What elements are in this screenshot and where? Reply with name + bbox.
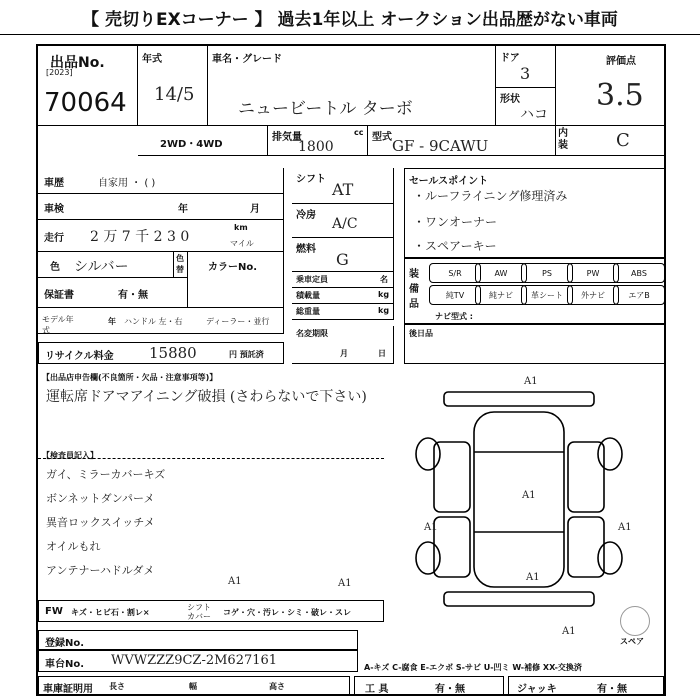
tools-box xyxy=(354,676,504,696)
drive-cell xyxy=(138,126,268,156)
fuel-label: 燃料 xyxy=(296,244,316,255)
ac-value: A/C xyxy=(332,216,358,232)
fw-label: FW xyxy=(45,606,63,617)
jack-value: 有・無 xyxy=(597,684,627,695)
chassis-row xyxy=(38,650,358,672)
damage-mark-3: A1 xyxy=(424,522,438,533)
warranty-cell xyxy=(38,278,188,308)
notes-text: 運転席ドアマアイニング破損 (さわらないで下さい) xyxy=(46,389,367,405)
registration-label: 登録No. xyxy=(45,638,85,649)
cert-row xyxy=(38,676,350,696)
history-value: 自家用 ・ ( ) xyxy=(98,178,156,189)
ac-cell xyxy=(292,204,394,238)
mileage-label: 走行 xyxy=(44,233,64,244)
color-label: 色 xyxy=(50,262,60,273)
deadline-day: 日 xyxy=(378,349,386,358)
car-name-label: 車名・グレード xyxy=(212,54,282,65)
displacement-cell xyxy=(268,126,368,156)
year-label: 年式 xyxy=(142,54,162,65)
shift-note: シフトカバー xyxy=(187,603,211,621)
equip-ps: PS xyxy=(521,263,573,283)
equip-sr: S/R xyxy=(429,263,481,283)
shape-label: 形状 xyxy=(500,94,520,105)
inspector-note-1: ガイ、ミラーカバーキズ xyxy=(46,468,166,481)
damage-mark-7: A1 xyxy=(228,576,242,587)
lot-year: [2023] xyxy=(46,68,73,77)
equipment-box xyxy=(404,258,664,324)
lot-label: 出品No. xyxy=(50,55,105,71)
equip-airbag: エアB xyxy=(613,285,665,305)
mileage-unit: km xyxy=(234,223,248,232)
sales-point-3: ・スペアーキー xyxy=(413,239,497,253)
equip-tv: 純TV xyxy=(429,285,481,305)
damage-mark-8: A1 xyxy=(562,626,576,637)
notes-header: 【出品店申告欄(不良箇所・欠品・注意事項等)】 xyxy=(42,373,218,382)
mileage-cell xyxy=(38,220,284,252)
lot-number: 70064 xyxy=(44,88,127,118)
equip-nav: 純ナビ xyxy=(475,285,527,305)
equip-aw: AW xyxy=(475,263,527,283)
doors-label: ドア xyxy=(500,53,520,64)
deadline-label: 名変期限 xyxy=(296,329,328,338)
sales-point-2: ・ワンオーナー xyxy=(413,215,498,229)
equip-leather: 革シート xyxy=(521,285,573,305)
color-cell xyxy=(38,252,174,278)
color-value: シルバー xyxy=(74,259,129,275)
damage-codes: コゲ・穴・汚レ・シミ・破レ・スレ xyxy=(223,608,351,617)
deadline-month: 月 xyxy=(340,349,348,358)
fw-marks: キズ・ヒビ石・割レ× xyxy=(71,608,150,617)
inspection-month: 月 xyxy=(250,204,260,215)
load-unit: kg xyxy=(378,290,390,299)
model-row-label: モデル年式 xyxy=(42,315,74,335)
inspector-note-2: ボンネットダンパーメ xyxy=(46,492,155,505)
jack-box xyxy=(508,676,664,696)
doors-value: 3 xyxy=(520,64,531,83)
model-row-cell xyxy=(38,308,284,334)
interior-cell xyxy=(556,126,664,156)
recycle-label: リサイクル料金 xyxy=(45,351,114,362)
later-box xyxy=(404,324,664,364)
damage-mark-2: A1 xyxy=(522,490,536,501)
mileage-value: 2 万 7 千 2 3 0 xyxy=(90,229,190,245)
fuel-cell xyxy=(292,238,394,272)
cert-width: 幅 xyxy=(189,682,197,691)
interior-label: 内装 xyxy=(558,128,568,151)
inspector-note-3: 異音ロックスイッチメ xyxy=(46,516,155,529)
model-code-value: GF - 9CAWU xyxy=(392,137,489,155)
spare-tire-icon xyxy=(620,606,650,636)
warranty-value: 有・無 xyxy=(118,290,148,301)
shift-cell xyxy=(292,168,394,204)
drive-label: 2WD・4WD xyxy=(160,139,223,150)
tools-label: 工 具 xyxy=(365,684,389,695)
chassis-label: 車台No. xyxy=(45,659,85,670)
equip-abs: ABS xyxy=(613,263,665,283)
color-no-label: カラーNo. xyxy=(208,262,258,273)
later-label: 後日品 xyxy=(409,329,433,338)
vehicle-damage-diagram xyxy=(414,382,624,612)
displacement-unit: cc xyxy=(354,128,364,137)
model-row-year: 年 xyxy=(108,317,116,326)
shape-value: ハコ xyxy=(520,107,548,123)
model-code-label: 型式 xyxy=(372,132,392,143)
spare-label: スペア xyxy=(620,637,644,646)
equipment-label: 装備品 xyxy=(409,269,419,310)
damage-mark-1: A1 xyxy=(524,376,538,387)
equip-ext-nav: 外ナビ xyxy=(567,285,619,305)
weight-cell xyxy=(292,304,394,320)
damage-mark-5: A1 xyxy=(526,572,540,583)
damage-mark-6: A1 xyxy=(338,578,352,589)
cert-label: 車庫証明用 xyxy=(43,684,93,695)
lot-cell xyxy=(38,46,138,126)
ac-label: 冷房 xyxy=(296,210,316,221)
recycle-value: 15880 xyxy=(149,344,197,362)
damage-mark-4: A1 xyxy=(618,522,632,533)
model-row-handle: ハンドル 左・右 xyxy=(124,317,183,326)
auction-sheet xyxy=(36,44,666,696)
damage-legend: A-キズ C-腐食 E-エクボ S-サビ U-凹ミ W-補修 XX-交換済 xyxy=(364,663,582,672)
interior-value: C xyxy=(616,130,630,151)
capacity-cell xyxy=(292,272,394,288)
score-value: 3.5 xyxy=(596,78,644,113)
inspector-note-4: オイルもれ xyxy=(46,540,101,553)
displacement-label: 排気量 xyxy=(272,132,302,143)
inspection-cell xyxy=(38,194,284,220)
recycle-unit: 円 預託済 xyxy=(229,350,264,359)
shape-cell xyxy=(496,88,556,126)
cert-height: 高さ xyxy=(269,682,285,691)
weight-unit: kg xyxy=(378,306,390,315)
history-cell xyxy=(38,168,284,194)
inspector-header: 【検査員記入】 xyxy=(42,451,98,460)
inspection-label: 車検 xyxy=(44,204,64,215)
fuel-value: G xyxy=(336,250,349,269)
history-label: 車歴 xyxy=(44,178,64,189)
weight-label: 総重量 xyxy=(296,307,320,316)
recycle-cell xyxy=(38,342,284,364)
capacity-unit: 名 xyxy=(380,275,388,284)
color-no-cell xyxy=(188,252,284,308)
model-row-dealer: ディーラー・並行 xyxy=(206,317,270,326)
model-code-cell xyxy=(368,126,556,156)
nav-model-label: ナビ型式 : xyxy=(435,312,473,321)
jack-label: ジャッキ xyxy=(517,684,557,695)
score-label: 評価点 xyxy=(606,56,636,67)
displacement-value: 1800 xyxy=(298,139,334,155)
car-name-cell xyxy=(208,46,496,126)
color-change-label: 色替 xyxy=(176,254,184,274)
inspector-divider xyxy=(38,458,384,460)
mileage-unit2: マイル xyxy=(230,239,254,248)
capacity-label: 乗車定員 xyxy=(296,275,328,284)
sales-points-box xyxy=(404,168,664,258)
sales-point-1: ・ルーフライニング修理済み xyxy=(413,189,568,203)
inspection-year: 年 xyxy=(178,204,188,215)
equip-pw: PW xyxy=(567,263,619,283)
cert-length: 長さ xyxy=(109,682,125,691)
load-label: 積載量 xyxy=(296,291,320,300)
load-cell xyxy=(292,288,394,304)
inspector-note-5: アンテナーハドルダメ xyxy=(46,564,155,577)
registration-row xyxy=(38,630,358,650)
color-change-cell xyxy=(174,252,188,278)
deadline-cell xyxy=(292,326,394,364)
year-cell xyxy=(138,46,208,126)
shift-value: AT xyxy=(332,180,354,199)
chassis-value: WVWZZZ9CZ-2M627161 xyxy=(111,653,278,668)
doors-cell xyxy=(496,46,556,88)
fw-row xyxy=(38,600,384,622)
tools-value: 有・無 xyxy=(435,684,465,695)
year-value: 14/5 xyxy=(154,84,195,105)
title-banner: 【 売切りEXコーナー 】 過去1年以上 オークション出品歴がない車両 xyxy=(0,0,700,35)
score-cell xyxy=(556,46,664,126)
warranty-label: 保証書 xyxy=(44,290,74,301)
sales-points-label: セールスポイント xyxy=(409,176,489,187)
shift-label: シフト xyxy=(296,174,326,185)
car-name-value: ニュービートル ターボ xyxy=(238,99,413,119)
